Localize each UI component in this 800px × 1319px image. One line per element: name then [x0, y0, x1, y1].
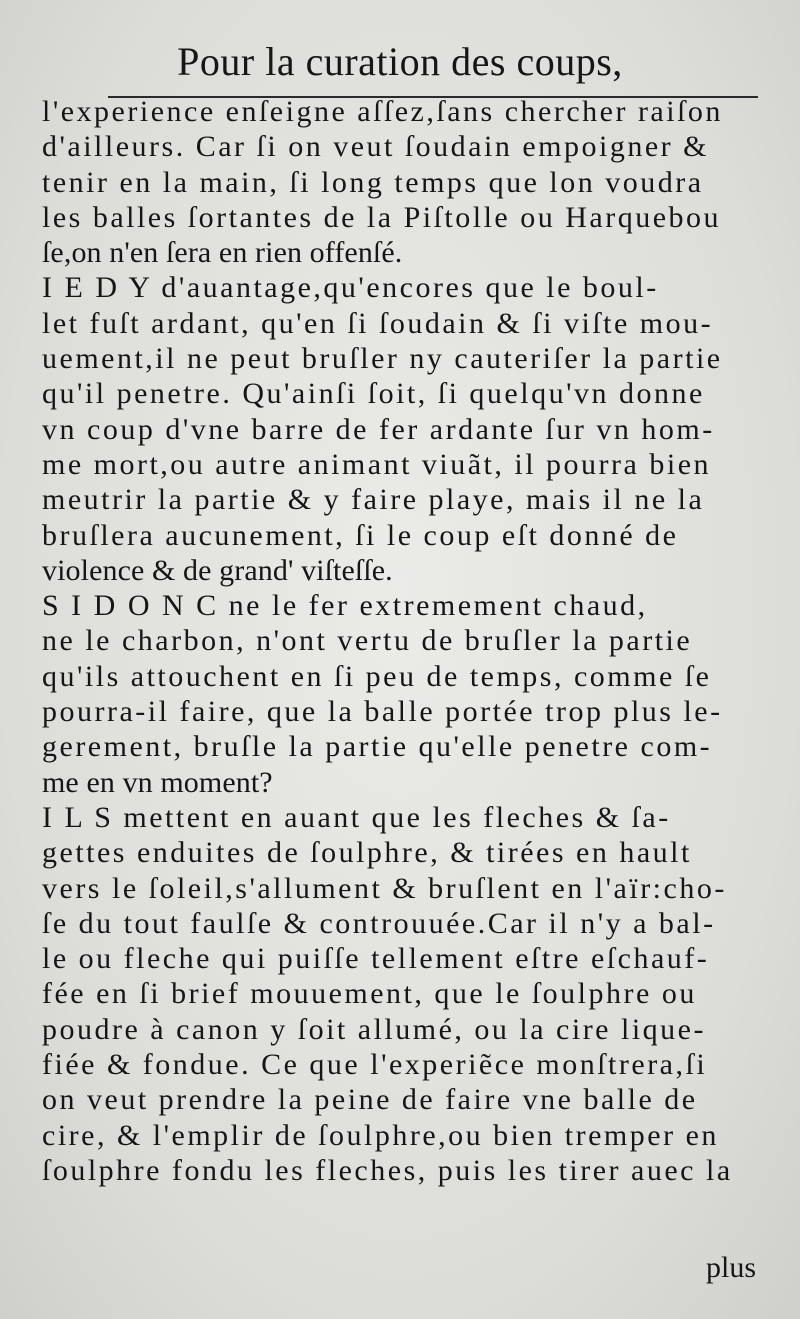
text-line: on veut prendre la peine de faire vne balle de: [42, 1083, 698, 1117]
body-text: [42, 94, 762, 1188]
text-line: me mort,ou autre animant viuãt, il pourra bien: [42, 447, 712, 481]
text-line: ne le charbon, n'ont vertu de bruſler la partie: [42, 624, 693, 658]
text-line: let fuſt ardant, qu'en ſi ſoudain & ſi viſte mou-: [42, 306, 714, 340]
text-line: fiée & fondue. Ce que l'experiẽce monſtrera,ſi: [42, 1048, 708, 1082]
text-line: vn coup d'vne barre de fer ardante ſur vn hom-: [42, 412, 715, 446]
text-line: les balles ſortantes de la Piſtolle ou Harquebou: [42, 200, 722, 234]
text-line: qu'ils attouchent en ſi peu de temps, comme ſe: [42, 659, 712, 693]
text-line: ſoulphre fondu les fleches, puis les tirer auec la: [42, 1153, 733, 1187]
text-line: bruſlera aucunement, ſi le coup eſt donné de: [42, 518, 679, 552]
text-line: cire, & l'emplir de ſoulphre,ou bien tremper en: [42, 1118, 719, 1152]
text-line: poudre à canon y ſoit allumé, ou la cire lique-: [42, 1012, 706, 1046]
text-line: I L S mettent en auant que les fleches & ſa-: [42, 800, 671, 834]
catchword: plus: [705, 1251, 756, 1284]
text-line: meutrir la partie & y faire playe, mais il ne la: [42, 483, 705, 517]
text-line: gerement, bruſle la partie qu'elle penetre com-: [42, 730, 713, 764]
text-line: I E D Y d'auantage,qu'encores que le boul-: [42, 271, 659, 305]
text-line: me en vn moment?: [42, 765, 273, 799]
text-line: tenir en la main, ſi long temps que lon voudra: [42, 165, 704, 199]
text-line: le ou fleche qui puiſſe tellement eſtre eſchauf-: [42, 942, 710, 976]
text-line: gettes enduites de ſoulphre, & tirées en hault: [42, 836, 692, 870]
text-line: ſe,on n'en ſera en rien offenſé.: [42, 236, 403, 270]
text-line: l'experience enſeigne aſſez,ſans chercher raiſon: [42, 95, 723, 128]
text-line: qu'il penetre. Qu'ainſi ſoit, ſi quelqu'vn donne: [42, 377, 705, 411]
text-line: ſe du tout faulſe & controuuée.Car il n'y a bal-: [42, 906, 716, 940]
text-line: fée en ſi brief mouuement, que le ſoulphre ou: [42, 977, 697, 1011]
text-line: d'ailleurs. Car ſi on veut ſoudain empoigner &: [42, 130, 709, 164]
text-line: pourra-il faire, que la balle portée trop plus le-: [42, 695, 723, 729]
running-head: Pour la curation des coups,: [177, 39, 623, 84]
text-line: S I D O N C ne le fer extremement chaud,: [42, 589, 648, 623]
text-line: uement,il ne peut bruſler ny cauteriſer la partie: [42, 342, 723, 376]
text-line: violence & de grand' viſteſſe.: [42, 553, 393, 587]
text-line: vers le ſoleil,s'allument & bruſlent en l'aïr:cho-: [42, 871, 727, 905]
